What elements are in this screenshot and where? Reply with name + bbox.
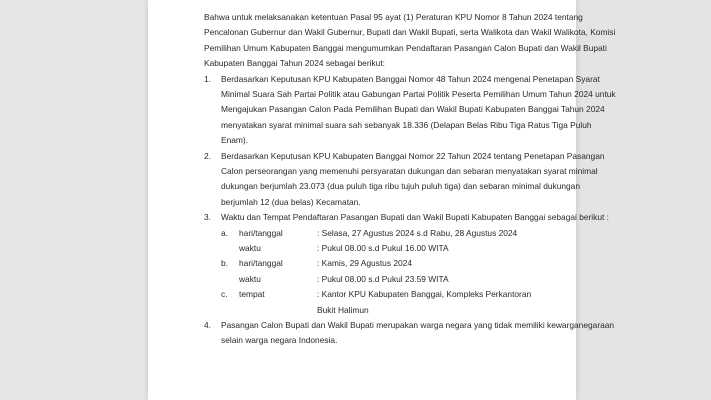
list-item — [204, 72, 616, 149]
schedule-value: : Kamis, 29 Agustus 2024 — [317, 258, 412, 269]
list-item-text: Berdasarkan Keputusan KPU Kabupaten Banggai Nomor 48 Tahun 2024 mengenai Penetapan Syarat Minimal Suara Sah Partai Politik atau Gabungan Partai Politik Peserta Pemilihan Umum Tahun 2024 untuk Mengajukan Pasangan Calon Pada Pemilihan Bupati dan Wakil Bupati Kabupaten Banggai Tahun 2024 menyatakan syarat minimal suara sah sebanyak 18.336 (Delapan Belas Ribu Tiga Ratus Tiga Puluh Enam). — [221, 73, 616, 146]
schedule-row — [221, 226, 616, 241]
list-item-text: Pasangan Calon Bupati dan Wakil Bupati merupakan warga negara yang tidak memiliki kewarganegaraan selain warga negara Indonesia. — [221, 320, 615, 346]
schedule-value: : Pukul 08.00 s.d Pukul 16.00 WITA — [317, 243, 449, 254]
schedule-label: waktu — [239, 273, 261, 284]
list-item — [204, 210, 616, 318]
background-left — [0, 0, 148, 400]
list-item — [204, 318, 616, 349]
schedule-letter: b. — [221, 258, 228, 269]
schedule-row — [221, 256, 616, 271]
list-item — [204, 149, 616, 211]
list-item-text: Berdasarkan Keputusan KPU Kabupaten Banggai Nomor 22 Tahun 2024 tentang Penetapan Pasangan Calon perseorangan yang memenuhi persyaratan dukungan dan sebaran menyatakan syarat minimal dukungan berjumlah 23.073 (dua puluh tiga ribu tujuh puluh tiga) dan sebaran minimal dukungan berjumlah 12 (dua belas) Kecamatan. — [221, 150, 605, 207]
intro-paragraph: Bahwa untuk melaksanakan ketentuan Pasal 95 ayat (1) Peraturan KPU Nomor 8 Tahun 2024 tentang Pencalonan Gubernur dan Wakil Gubernur, Bupati dan Wakil Bupati, serta Walikota dan Wakil Walikota, Komisi Pemilihan Umum Kabupaten Banggai mengumumkan Pendaftaran Pasangan Calon Bupati dan Wakil Bupati Kabupaten Banggai Tahun 2024 sebagai berikut: — [204, 12, 616, 69]
list-item-number: 4. — [204, 320, 211, 331]
schedule-letter: c. — [221, 289, 228, 300]
schedule-label: hari/tanggal — [239, 258, 283, 269]
list-item-text: Waktu dan Tempat Pendaftaran Pasangan Bupati dan Wakil Bupati Kabupaten Banggai sebagai berikut : — [221, 212, 609, 223]
schedule-value: : Selasa, 27 Agustus 2024 s.d Rabu, 28 Agustus 2024 — [317, 227, 518, 238]
schedule-value: : Kantor KPU Kabupaten Banggai, Kompleks Perkantoran Bukit Halimun — [317, 289, 532, 315]
document-page — [148, 0, 616, 400]
schedule-row — [221, 272, 616, 287]
schedule-row — [221, 241, 616, 256]
list-item-number: 2. — [204, 150, 211, 161]
document-content — [204, 10, 616, 349]
schedule-list — [221, 226, 616, 318]
schedule-label: hari/tanggal — [239, 227, 283, 238]
schedule-letter: a. — [221, 227, 228, 238]
schedule-value: : Pukul 08.00 s.d Pukul 23.59 WITA — [317, 273, 449, 284]
schedule-row — [221, 287, 616, 318]
numbered-list — [204, 72, 616, 349]
schedule-label: tempat — [239, 289, 265, 300]
schedule-label: waktu — [239, 243, 261, 254]
list-item-number: 3. — [204, 212, 211, 223]
list-item-number: 1. — [204, 73, 211, 84]
